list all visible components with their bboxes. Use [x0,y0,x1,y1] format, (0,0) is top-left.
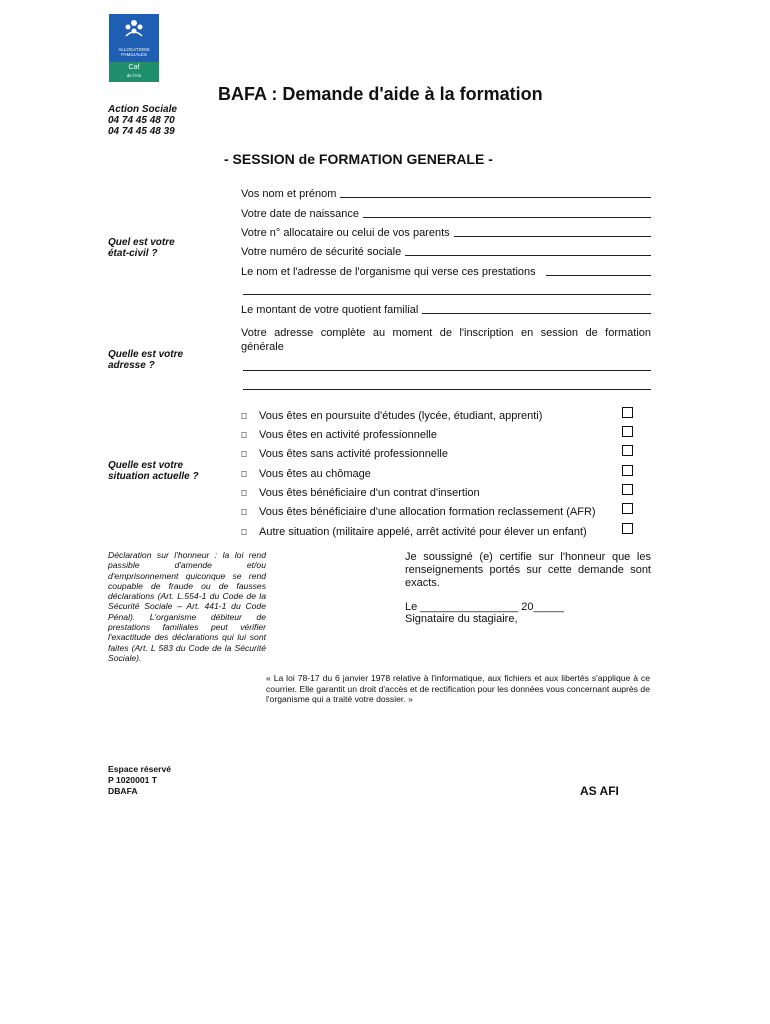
session-heading: - SESSION de FORMATION GENERALE - [224,151,493,167]
situation-option-chomage [240,467,600,481]
certification-text: Je soussigné (e) certifie sur l'honneur que les renseignements portés sur cette demande sont exacts. [405,551,651,589]
bullet-icon [242,432,247,438]
situation-option-afr [240,505,620,519]
checkbox-chomage[interactable] [622,465,633,476]
situation-label: Vous êtes en poursuite d'études (lycée, étudiant, apprenti) [259,410,543,422]
checkbox-employed[interactable] [622,426,633,437]
contact-phone-2: 04 74 45 48 39 [108,126,175,137]
situation-option-unemployed-activity [240,447,600,461]
situation-option-other [240,525,620,539]
form-code: AS AFI [580,784,619,798]
field-birthdate-line[interactable] [363,207,651,218]
field-quotient-label: Le montant de votre quotient familial [241,304,419,316]
bullet-icon [242,509,247,515]
field-name[interactable] [241,186,651,200]
situation-label: Vous êtes bénéficiaire d'une allocation formation reclassement (AFR) [259,506,596,518]
law-notice: « La loi 78-17 du 6 janvier 1978 relative à l'informatique, aux fichiers et aux libertés s'applique à ce courrier. Elle garantit un droit d'accès et de rectification pour les données vous concernant auprès de l'organisme qui a traité votre dossier. » [266,673,650,705]
bullet-icon [242,413,247,419]
field-birthdate-label: Votre date de naissance [241,208,360,220]
logo-department: de l'Ain [126,73,142,78]
checkbox-no-activity[interactable] [622,445,633,456]
field-quotient[interactable] [241,302,651,316]
reserved-line-3: DBAFA [108,786,138,796]
situation-option-insertion [240,486,600,500]
reserved-block [108,764,171,797]
field-name-line[interactable] [340,187,651,198]
logo-name: Caf [128,64,140,71]
signature-label: Signataire du stagiaire, [405,613,518,625]
field-social-security[interactable] [241,244,651,258]
logo-blue-panel [109,14,159,62]
family-icon [124,18,144,38]
field-name-label: Vos nom et prénom [241,188,337,200]
situation-label: Vous êtes en activité professionnelle [259,429,437,441]
field-birthdate[interactable] [241,206,651,220]
contact-service: Action Sociale [108,104,177,115]
page-title: BAFA : Demande d'aide à la formation [218,84,543,104]
reserved-line-2: P 1020001 T [108,775,158,785]
bullet-icon [242,529,247,535]
reserved-line-1: Espace réservé [108,764,172,774]
field-social-security-line[interactable] [405,245,651,256]
situation-option-studies [240,409,600,423]
address-label: Votre adresse complète au moment de l'inscription en session de formation générale [241,327,651,353]
field-organism[interactable] [241,264,651,278]
situation-label: Autre situation (militaire appelé, arrêt activité pour élever un enfant) [259,526,587,538]
checkbox-afr[interactable] [622,503,633,514]
field-quotient-line[interactable] [422,303,651,314]
checkbox-insertion[interactable] [622,484,633,495]
bullet-icon [242,451,247,457]
caf-logo [109,14,159,82]
field-allocataire-label: Votre n° allocataire ou celui de vos parents [241,227,450,239]
address-line-1[interactable] [243,370,651,371]
field-organism-label: Le nom et l'adresse de l'organisme qui verse ces prestations [241,266,536,278]
section-label-situation: Quelle est votre situation actuelle ? [108,460,199,482]
contact-block [108,104,177,137]
checkbox-studies[interactable] [622,407,633,418]
contact-phone-1: 04 74 45 48 70 [108,115,175,126]
bullet-icon [242,471,247,477]
field-organism-line-2[interactable] [243,294,651,295]
field-organism-line[interactable] [546,265,651,276]
section-label-address: Quelle est votre adresse ? [108,349,184,371]
situation-label: Vous êtes au chômage [259,468,371,480]
declaration-text: Déclaration sur l'honneur : la loi rend passible d'amende et/ou d'emprisonnement quiconque se rend coupable de fraude ou de fausses déclarations (Art. L.554-1 du Code de la Sécurité Sociale – Art. 441-1 du Code Pénal). L'organisme débiteur de prestations familiales peut vérifier l'exactitude des déclarations qui lui sont faites (Art. L 583 du Code de la Sécurité Sociale). [108,550,266,663]
field-allocataire-line[interactable] [454,226,651,237]
field-social-security-label: Votre numéro de sécurité sociale [241,246,402,258]
situation-label: Vous êtes sans activité professionnelle [259,448,448,460]
situation-label: Vous êtes bénéficiaire d'un contrat d'insertion [259,487,480,499]
checkbox-other[interactable] [622,523,633,534]
date-line[interactable]: Le ________________ 20_____ [405,601,565,613]
situation-option-employed [240,428,600,442]
address-line-2[interactable] [243,389,651,390]
logo-line1: ALLOCATIONS [118,47,150,52]
logo-line2: FAMILIALES [121,52,147,57]
field-allocataire[interactable] [241,225,651,239]
bullet-icon [242,490,247,496]
section-label-civil: Quel est votre état-civil ? [108,237,175,259]
